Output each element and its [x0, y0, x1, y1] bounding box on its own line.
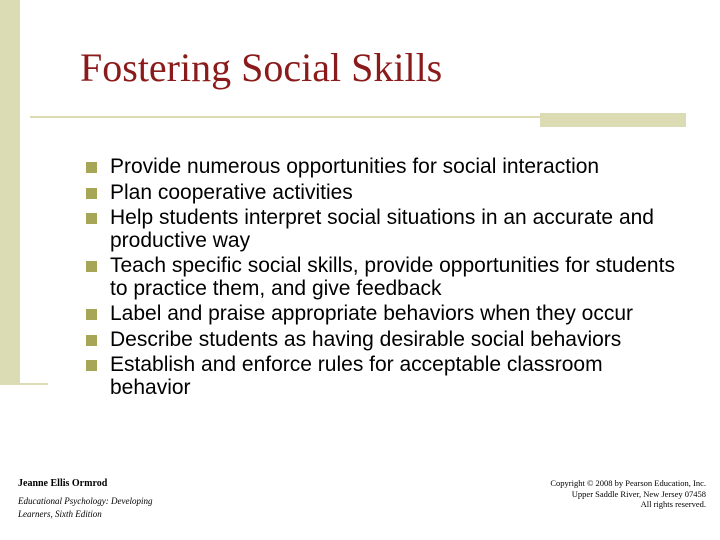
footer-book-title: Educational Psychology: Developing Learners, Sixth Edition [18, 496, 153, 519]
bullet-text: Label and praise appropriate behaviors when they occur [110, 302, 634, 325]
bullet-text: Teach specific social skills, provide opportunities for students to practice them, and give feedback [110, 254, 675, 300]
square-bullet-icon [86, 188, 97, 199]
bullet-list [86, 156, 686, 402]
bullet-item [86, 182, 686, 205]
copyright-line: Upper Saddle River, New Jersey 07458 [571, 488, 706, 499]
bullet-text: Help students interpret social situations in an accurate and productive way [110, 206, 654, 252]
left-decorative-bar [0, 0, 20, 385]
square-bullet-icon [86, 261, 97, 272]
bullet-item [86, 207, 686, 252]
bullet-item [86, 303, 686, 326]
square-bullet-icon [86, 360, 97, 371]
bullet-text: Provide numerous opportunities for social interaction [110, 155, 600, 178]
bullet-item [86, 255, 686, 300]
footer-citation [18, 478, 188, 521]
footer-author: Jeanne Ellis Ormrod [18, 478, 108, 489]
square-bullet-icon [86, 162, 97, 173]
slide-title: Fostering Social Skills [80, 45, 443, 90]
copyright-line: All rights reserved. [640, 499, 706, 509]
bullet-item [86, 156, 686, 179]
bullet-item [86, 354, 686, 399]
bullet-item [86, 329, 686, 352]
copyright-line: Copyright © 2008 by Pearson Education, Inc. [550, 478, 706, 488]
bullet-text: Plan cooperative activities [110, 180, 353, 204]
left-decorative-tick [0, 383, 48, 385]
square-bullet-icon [86, 335, 97, 346]
footer-copyright [506, 478, 706, 510]
title-divider-accent [540, 113, 686, 127]
square-bullet-icon [86, 213, 97, 224]
bullet-text: Establish and enforce rules for acceptable classroom behavior [110, 353, 603, 399]
square-bullet-icon [86, 309, 97, 320]
bullet-text: Describe students as having desirable social behaviors [110, 327, 622, 351]
